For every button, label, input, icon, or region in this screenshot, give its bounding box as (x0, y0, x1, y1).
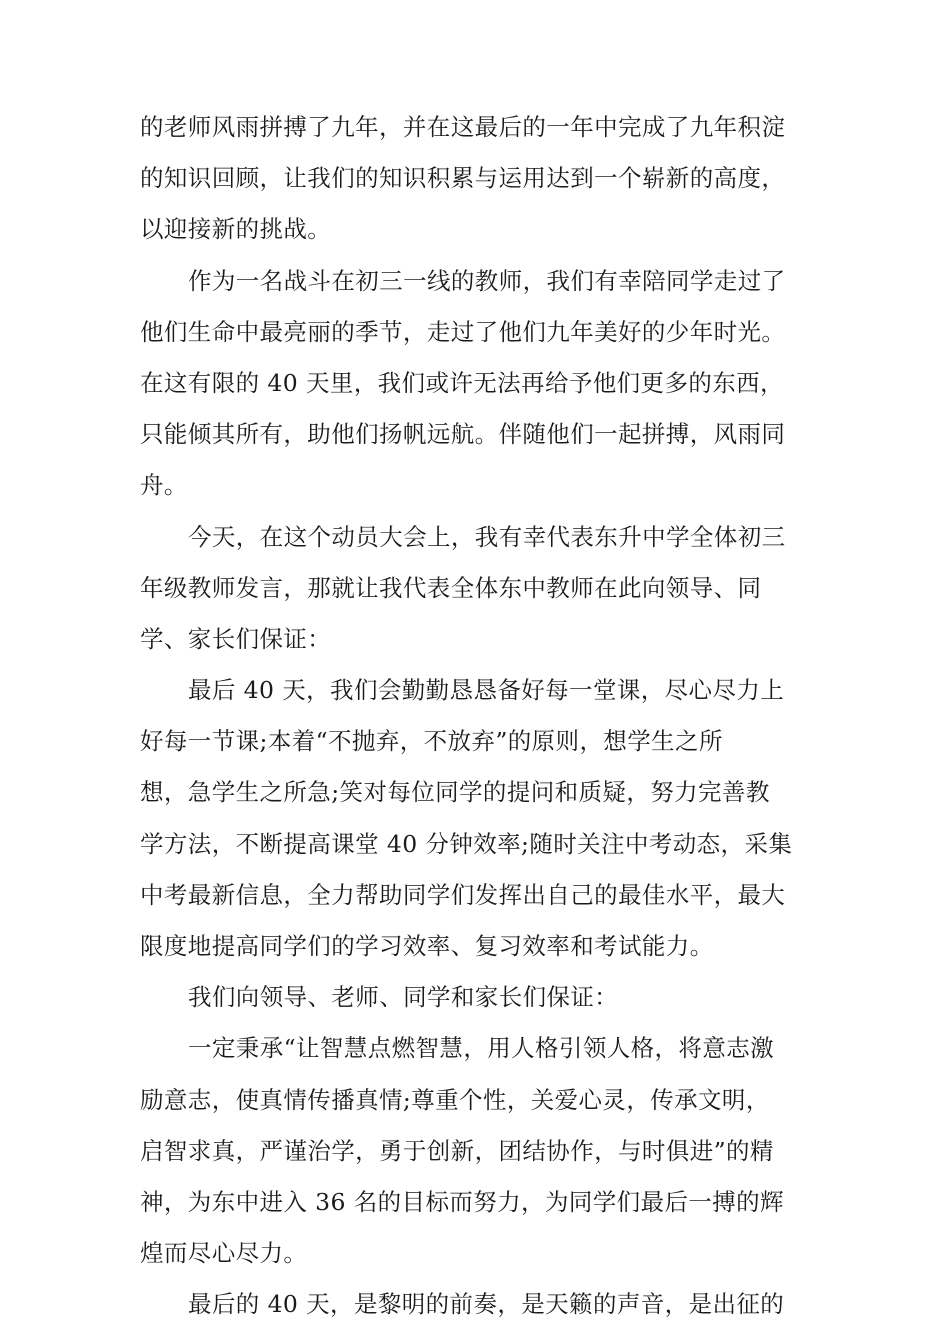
text-line: 只能倾其所有，助他们扬帆远航。伴随他们一起拼搏，风雨同 (140, 420, 786, 449)
text-line: 年级教师发言，那就让我代表全体东中教师在此向领导、同 (140, 573, 762, 602)
text-line: 舟。 (140, 471, 188, 500)
text-line: 想，急学生之所急;笑对每位同学的提问和质疑，努力完善教 (140, 778, 770, 807)
text-line: 神，为东中进入 36 名的目标而努力，为同学们最后一搏的辉 (140, 1187, 784, 1216)
text-line: 在这有限的 40 天里，我们或许无法再给予他们更多的东西， (140, 368, 784, 397)
paragraph-start-line: 最后 40 天，我们会勤勤恳恳备好每一堂课，尽心尽力上 (188, 676, 785, 705)
paragraph-start-line: 作为一名战斗在初三一线的教师，我们有幸陪同学走过了 (188, 266, 786, 295)
paragraph-start-line: 今天，在这个动员大会上，我有幸代表东升中学全体初三 (188, 522, 786, 551)
paragraph-start-line: 我们向领导、老师、同学和家长们保证： (188, 983, 619, 1012)
text-line: 学方法，不断提高课堂 40 分钟效率;随时关注中考动态，采集 (140, 829, 793, 858)
text-line: 学、家长们保证： (140, 624, 332, 653)
text-line: 启智求真，严谨治学，勇于创新，团结协作，与时俱进”的精 (140, 1136, 774, 1165)
text-line: 煌而尽心尽力。 (140, 1239, 308, 1268)
text-line: 好每一节课;本着“不抛弃，不放弃”的原则，想学生之所 (140, 727, 723, 756)
paragraph-start-line: 最后的 40 天，是黎明的前奏，是天籁的声音，是出征的 (188, 1290, 785, 1319)
text-line: 限度地提高同学们的学习效率、复习效率和考试能力。 (140, 932, 714, 960)
document-body (140, 102, 820, 1331)
text-line: 的老师风雨拼搏了九年，并在这最后的一年中完成了九年积淀 (140, 113, 786, 141)
text-line: 以迎接新的挑战。 (140, 215, 332, 244)
text-line: 励意志，使真情传播真情;尊重个性，关爱心灵，传承文明， (140, 1085, 770, 1114)
text-line: 他们生命中最亮丽的季节，走过了他们九年美好的少年时光。 (140, 317, 786, 346)
paragraph-start-line: 一定秉承“让智慧点燃智慧，用人格引领人格，将意志激 (188, 1034, 775, 1063)
text-line: 的知识回顾，让我们的知识积累与运用达到一个崭新的高度， (140, 164, 786, 193)
text-line: 中考最新信息，全力帮助同学们发挥出自己的最佳水平，最大 (140, 880, 786, 909)
